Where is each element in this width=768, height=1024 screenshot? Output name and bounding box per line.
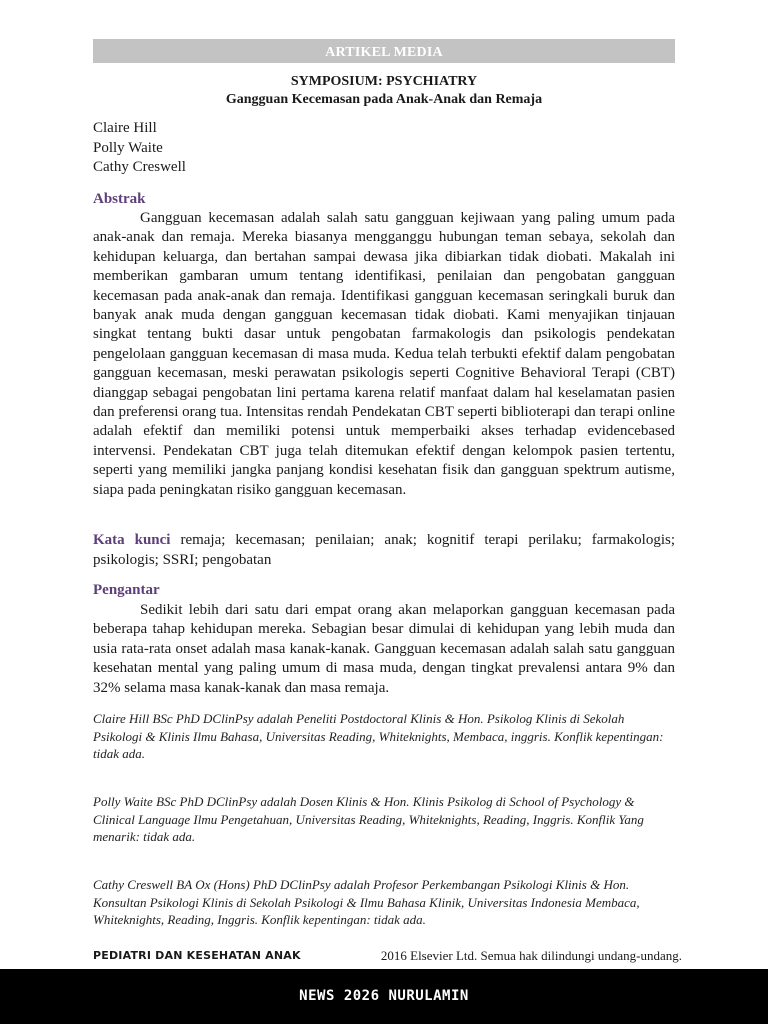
author-note: Polly Waite BSc PhD DClinPsy adalah Dosen Klinis & Hon. Klinis Psikolog di School of Psychology & Clinical Language Ilmu Pengetahuan, Universitas Reading, Whiteknights, Reading, Inggris. Konflik Yang menarik: tidak ada. [93,794,644,845]
author-list [93,119,186,178]
watermark-caption: NEWS 2026 NURULAMIN [0,969,768,1024]
introduction-text: Sedikit lebih dari satu dari empat orang akan melaporkan gangguan kecemasan pada beberapa tahap kehidupan mereka. Sebagian besar dimulai di kehidupan yang lebih muda dan usia rata-rata onset adalah masa kanak-kanak. Gangguan kecemasan adalah salah satu gangguan kesehatan mental yang paling umum di masa muda, dengan tingkat prevalensi antara 9% dan 32% selama masa kanak-kanak dan masa remaja. [93,602,675,696]
abstract-heading: Abstrak [93,191,146,207]
author-note: Claire Hill BSc PhD DClinPsy adalah Peneliti Postdoctoral Klinis & Hon. Psikolog Klinis di Sekolah Psikologi & Klinis Ilmu Bahasa, Universitas Reading, Whiteknights, Membaca, inggris. Konflik kepentingan: tidak ada. [93,711,664,762]
keywords-text: remaja; kecemasan; penilaian; anak; kognitif terapi perilaku; farmakologis; psikologis; SSRI; pengobatan [93,532,676,568]
keywords-section [93,530,675,570]
author-name: Cathy Creswell [93,159,186,175]
introduction-heading: Pengantar [93,582,160,598]
copyright-notice: 2016 Elsevier Ltd. Semua hak dilindungi undang-undang. [380,948,682,963]
author-note: Cathy Creswell BA Ox (Hons) PhD DClinPsy adalah Profesor Perkembangan Psikologi Klinis & Hon. Konsultan Psikologi Klinis di Sekolah Psikologi & Ilmu Bahasa Klinik, Universitas Indonesia Membaca, Whiteknights, Reading, Inggris. Konflik kepentingan: tidak ada. [93,877,640,928]
keywords-label: Kata kunci [93,532,171,548]
abstract-text: Gangguan kecemasan adalah salah satu gangguan kejiwaan yang paling umum pada anak-anak dan remaja. Mereka biasanya mengganggu hubungan teman sebaya, sekolah dan kehidupan keluarga, dan bertahan sampai dewasa jika dibiarkan tidak diobati. Makalah ini memberikan gambaran umum tentang identifikasi, penilaian dan pengobatan gangguan kecemasan pada anak-anak dan remaja. Identifikasi gangguan kecemasan seringkali buruk dan banyak anak muda dengan gangguan kecemasan tidak diobati. Kami menyajikan tinjauan singkat tentang bukti dasar untuk pengobatan farmakologis dan psikologis pendekatan pengelolaan gangguan kecemasan di masa muda. Kedua telah terbukti efektif dalam pengobatan gangguan kecemasan, meski perawatan psikologis seperti Cognitive Behavioral Terapi (CBT) dianggap sebagai pengobatan lini pertama karena relatif manfaat dalam hal keselamatan pasien dan preferensi orang tua. Intensitas rendah Pendekatan CBT seperti biblioterapi dan terapi online adalah efektif dan memiliki potensi untuk memperbaiki akses terhadap evidencebased intervensi. Pendekatan CBT juga telah ditemukan efektif dengan kelompok pasien tertentu, seperti yang memiliki jangka panjang kondisi kesehatan fisik dan gangguan spektrum autisme, siapa pada peningkatan risiko gangguan kecemasan. [93,210,675,498]
author-name: Claire Hill [93,120,157,136]
author-name: Polly Waite [93,139,163,156]
article-title: Gangguan Kecemasan pada Anak-Anak dan Remaja [225,92,543,107]
journal-name: PEDIATRI DAN KESEHATAN ANAK [93,949,301,962]
article-banner: ARTIKEL MEDIA [93,39,675,63]
symposium-title: SYMPOSIUM: PSYCHIATRY [290,74,478,89]
